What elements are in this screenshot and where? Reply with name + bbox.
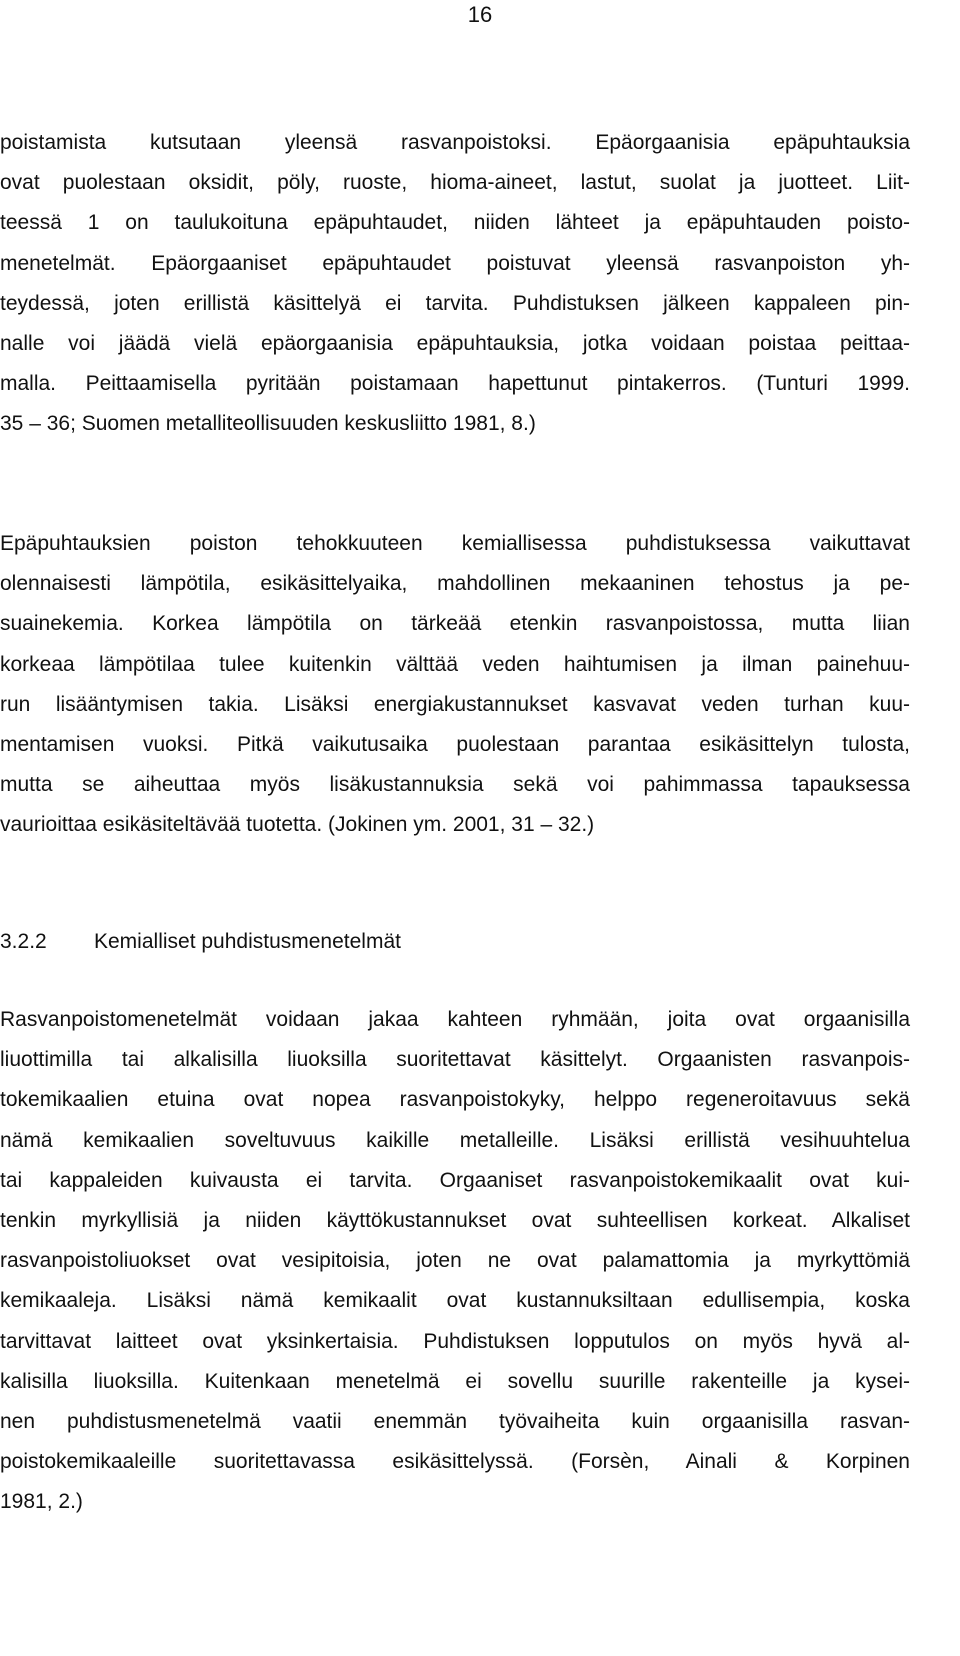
paragraph-line: 1981, 2.) <box>0 1490 83 1514</box>
paragraph-line: tenkin myrkyllisiä ja niiden käyttökustannukset ovat suhteellisen korkeat. Alkaliset <box>0 1209 910 1233</box>
paragraph-line: mutta se aiheuttaa myös lisäkustannuksia sekä voi pahimmassa tapauksessa <box>0 773 910 797</box>
paragraph-3 <box>0 1000 910 1523</box>
paragraph-line: nalle voi jäädä vielä epäorgaanisia epäpuhtauksia, jotka voidaan poistaa peittaa- <box>0 332 910 356</box>
paragraph-line: tai kappaleiden kuivausta ei tarvita. Orgaaniset rasvanpoistokemikaalit ovat kui- <box>0 1168 910 1192</box>
section-title: Kemialliset puhdistusmenetelmät <box>94 930 401 953</box>
paragraph-line: 35 – 36; Suomen metalliteollisuuden keskusliitto 1981, 8.) <box>0 412 536 436</box>
paragraph-line: tokemikaalien etuina ovat nopea rasvanpoistokyky, helppo regeneroitavuus sekä <box>0 1088 910 1112</box>
paragraph-line: vaurioittaa esikäsiteltävää tuotetta. (Jokinen ym. 2001, 31 – 32.) <box>0 813 595 837</box>
paragraph-line: ovat puolestaan oksidit, pöly, ruoste, hioma-aineet, lastut, suolat ja juotteet. Liit- <box>0 171 910 195</box>
paragraph-line: suainekemia. Korkea lämpötila on tärkeää etenkin rasvanpoistossa, mutta liian <box>0 612 910 636</box>
paragraph-line: liuottimilla tai alkalisilla liuoksilla suoritettavat käsittelyt. Orgaanisten rasvanpois- <box>0 1048 910 1072</box>
paragraph-line: rasvanpoistoliuokset ovat vesipitoisia, joten ne ovat palamattomia ja myrkyttömiä <box>0 1249 910 1273</box>
paragraph-line: korkeaa lämpötilaa tulee kuitenkin välttää veden haihtumisen ja ilman painehuu- <box>0 652 910 676</box>
paragraph-line: mentamisen vuoksi. Pitkä vaikutusaika puolestaan parantaa esikäsittelyn tulosta, <box>0 733 910 757</box>
paragraph-line: tarvittavat laitteet ovat yksinkertaisia. Puhdistuksen lopputulos on myös hyvä al- <box>0 1329 910 1353</box>
paragraph-line: olennaisesti lämpötila, esikäsittelyaika, mahdollinen mekaaninen tehostus ja pe- <box>0 572 910 596</box>
paragraph-line: run lisääntymisen takia. Lisäksi energiakustannukset kasvavat veden turhan kuu- <box>0 692 910 716</box>
paragraph-line: Epäpuhtauksien poiston tehokkuuteen kemiallisessa puhdistuksessa vaikuttavat <box>0 532 910 555</box>
paragraph-line: kemikaaleja. Lisäksi nämä kemikaalit ovat kustannuksiltaan edullisempia, koska <box>0 1289 910 1313</box>
paragraph-line: poistamista kutsutaan yleensä rasvanpoistoksi. Epäorgaanisia epäpuhtauksia <box>0 131 910 154</box>
section-heading <box>0 922 401 962</box>
paragraph-line: nen puhdistusmenetelmä vaatii enemmän työvaiheita kuin orgaanisilla rasvan- <box>0 1410 910 1434</box>
page-number: 16 <box>467 2 493 27</box>
paragraph-line: Rasvanpoistomenetelmät voidaan jakaa kahteen ryhmään, joita ovat orgaanisilla <box>0 1008 910 1031</box>
paragraph-line: kalisilla liuoksilla. Kuitenkaan menetelmä ei sovellu suurille rakenteille ja kysei- <box>0 1369 910 1393</box>
paragraph-line: teydessä, joten erillistä käsittelyä ei tarvita. Puhdistuksen jälkeen kappaleen pin- <box>0 291 910 315</box>
paragraph-line: malla. Peittaamisella pyritään poistamaan hapettunut pintakerros. (Tunturi 1999. <box>0 372 910 396</box>
paragraph-line: nämä kemikaalien soveltuvuus kaikille metalleille. Lisäksi erillistä vesihuuhtelua <box>0 1128 910 1152</box>
paragraph-line: poistokemikaaleille suoritettavassa esikäsittelyssä. (Forsèn, Ainali & Korpinen <box>0 1450 910 1474</box>
paragraph-line: teessä 1 on taulukoituna epäpuhtaudet, niiden lähteet ja epäpuhtauden poisto- <box>0 211 910 235</box>
paragraph-2 <box>0 524 910 846</box>
section-number: 3.2.2 <box>0 930 47 953</box>
paragraph-line: menetelmät. Epäorgaaniset epäpuhtaudet poistuvat yleensä rasvanpoiston yh- <box>0 251 910 275</box>
paragraph-1 <box>0 123 910 445</box>
